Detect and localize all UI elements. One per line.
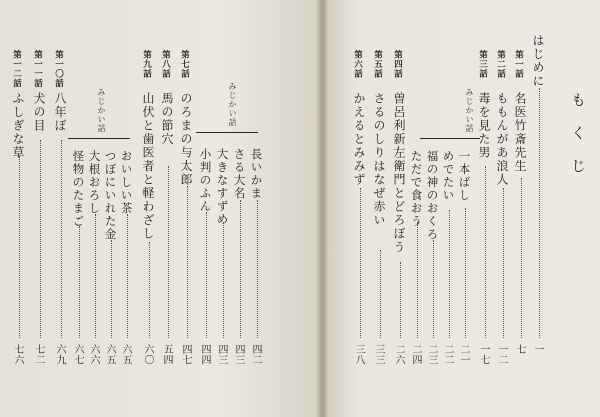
entry-title: 長いかま bbox=[249, 148, 264, 200]
entry-page: 二一 bbox=[458, 344, 469, 365]
entry-page: 六六 bbox=[88, 344, 99, 365]
entry-page: 四三 bbox=[216, 344, 227, 365]
entry-page: 三三 bbox=[373, 344, 384, 365]
entry-title: 山伏と歯医者と軽わざし bbox=[141, 92, 155, 241]
entry-number: 第八話 bbox=[160, 50, 171, 79]
entry-page: 七 bbox=[514, 344, 525, 355]
entry-page: 五四 bbox=[161, 344, 172, 365]
toc-entry bbox=[88, 0, 104, 417]
leader-dots bbox=[111, 240, 112, 338]
toc-entry bbox=[180, 0, 196, 417]
entry-title: 八年ぼ bbox=[53, 92, 67, 133]
entry-page: 二六 bbox=[393, 344, 404, 365]
leader-dots bbox=[127, 214, 128, 338]
leader-dots bbox=[187, 186, 188, 338]
leader-dots bbox=[417, 222, 418, 338]
entry-number: 第三話 bbox=[477, 50, 488, 79]
entry-page: 六九 bbox=[54, 344, 65, 365]
toc-entry bbox=[478, 0, 494, 417]
entry-page: 七二 bbox=[33, 344, 44, 365]
entry-number: 第六話 bbox=[352, 50, 363, 79]
toc-entry bbox=[142, 0, 158, 417]
entry-number: 第七話 bbox=[179, 50, 190, 79]
toc-entry bbox=[410, 0, 426, 417]
subhead-label: みじかい話 bbox=[97, 88, 106, 133]
toc-entry bbox=[373, 0, 389, 417]
leader-dots bbox=[79, 226, 80, 338]
entry-page: 六五 bbox=[120, 344, 131, 365]
toc-entry bbox=[353, 0, 369, 417]
book-gutter bbox=[316, 0, 328, 417]
leader-dots bbox=[168, 166, 169, 338]
entry-title: のろまの与太郎 bbox=[179, 92, 193, 187]
toc-entry bbox=[120, 0, 136, 417]
entry-number: 第一二話 bbox=[11, 50, 22, 88]
entry-title: ふしぎな草 bbox=[11, 92, 25, 160]
entry-page: 四三 bbox=[233, 344, 244, 365]
entry-number: 第一〇話 bbox=[53, 50, 64, 88]
toc-entry bbox=[250, 0, 266, 417]
entry-page: 二二 bbox=[442, 344, 453, 365]
toc-entry bbox=[54, 0, 70, 417]
entry-title: さるのしりはなぜ赤い bbox=[372, 92, 386, 227]
leader-dots bbox=[240, 200, 241, 338]
leader-dots bbox=[223, 222, 224, 338]
leader-dots bbox=[503, 188, 504, 338]
toc-entry bbox=[514, 0, 530, 417]
entry-title: 毒を見た男 bbox=[477, 92, 491, 160]
toc-entry bbox=[532, 0, 548, 417]
toc-entry bbox=[442, 0, 458, 417]
toc-entry bbox=[199, 0, 215, 417]
entry-number: 第四話 bbox=[392, 50, 403, 79]
entry-title: 小判のふん bbox=[198, 148, 213, 213]
entry-page: 一 bbox=[532, 344, 543, 355]
entry-number: 第五話 bbox=[372, 50, 383, 79]
leader-dots bbox=[380, 250, 381, 338]
entry-page: 四七 bbox=[180, 344, 191, 365]
entry-page: 三八 bbox=[353, 344, 364, 365]
toc-entry bbox=[72, 0, 88, 417]
entry-page: 二三 bbox=[426, 344, 437, 365]
entry-title: めでたい bbox=[441, 150, 456, 202]
entry-page: 六〇 bbox=[142, 344, 153, 365]
entry-title: かえるとみみず bbox=[352, 92, 366, 187]
toc-entry bbox=[161, 0, 177, 417]
entry-title: おいしい茶 bbox=[119, 150, 134, 215]
toc-entry bbox=[104, 0, 120, 417]
entry-number: 第二話 bbox=[495, 50, 506, 79]
entry-title: さる大名 bbox=[232, 148, 247, 200]
leader-dots bbox=[433, 240, 434, 338]
leader-dots bbox=[19, 156, 20, 338]
subhead-label: みじかい話 bbox=[228, 82, 237, 127]
toc-entry bbox=[33, 0, 49, 417]
leader-dots bbox=[449, 210, 450, 338]
toc-entry bbox=[393, 0, 409, 417]
entry-title: 曽呂利新左衛門とどろぼう bbox=[392, 92, 406, 254]
entry-page: 六七 bbox=[72, 344, 83, 365]
entry-page: 一二 bbox=[496, 344, 507, 365]
entry-title: 名医竹斎先生 bbox=[513, 92, 527, 173]
leader-dots bbox=[539, 88, 540, 338]
entry-page: 二四 bbox=[410, 344, 421, 365]
toc-entry bbox=[426, 0, 442, 417]
subhead-label: みじかい話 bbox=[465, 88, 474, 133]
entry-title: 犬の目 bbox=[32, 92, 46, 133]
entry-title: 一本ばし bbox=[457, 150, 472, 202]
entry-page: 六五 bbox=[104, 344, 115, 365]
entry-title: 怪物のたまご bbox=[71, 150, 86, 228]
entry-number: 第一一話 bbox=[32, 50, 43, 88]
leader-dots bbox=[206, 212, 207, 338]
leader-dots bbox=[257, 200, 258, 338]
entry-title: 福の神のおくろ bbox=[425, 150, 440, 241]
entry-title: ただで食おう bbox=[409, 150, 424, 228]
entry-number: 第九話 bbox=[141, 50, 152, 79]
entry-page: 一七 bbox=[478, 344, 489, 365]
toc-entry bbox=[458, 0, 474, 417]
entry-title: つぼにいれた金 bbox=[103, 150, 118, 241]
entry-page: 七六 bbox=[12, 344, 23, 365]
entry-title: 大根おろし bbox=[87, 150, 102, 215]
entry-title: はじめに bbox=[531, 34, 545, 88]
entry-page: 四四 bbox=[199, 344, 210, 365]
toc-entry bbox=[496, 0, 512, 417]
leader-dots bbox=[360, 188, 361, 338]
entry-title: 馬の節穴 bbox=[160, 92, 174, 146]
leader-dots bbox=[95, 214, 96, 338]
toc-entry bbox=[216, 0, 232, 417]
entry-title: ももんがあ浪人 bbox=[495, 92, 509, 187]
entry-page: 四二 bbox=[250, 344, 261, 365]
entry-title: 大きなすずめ bbox=[215, 148, 230, 226]
leader-dots bbox=[465, 208, 466, 338]
leader-dots bbox=[61, 140, 62, 338]
leader-dots bbox=[149, 242, 150, 338]
entry-number: 第一話 bbox=[513, 50, 524, 79]
toc-entry bbox=[233, 0, 249, 417]
leader-dots bbox=[485, 166, 486, 338]
leader-dots bbox=[40, 140, 41, 338]
toc-entry bbox=[12, 0, 28, 417]
toc-heading: もくじ bbox=[569, 92, 587, 191]
leader-dots bbox=[400, 262, 401, 338]
leader-dots bbox=[521, 178, 522, 338]
